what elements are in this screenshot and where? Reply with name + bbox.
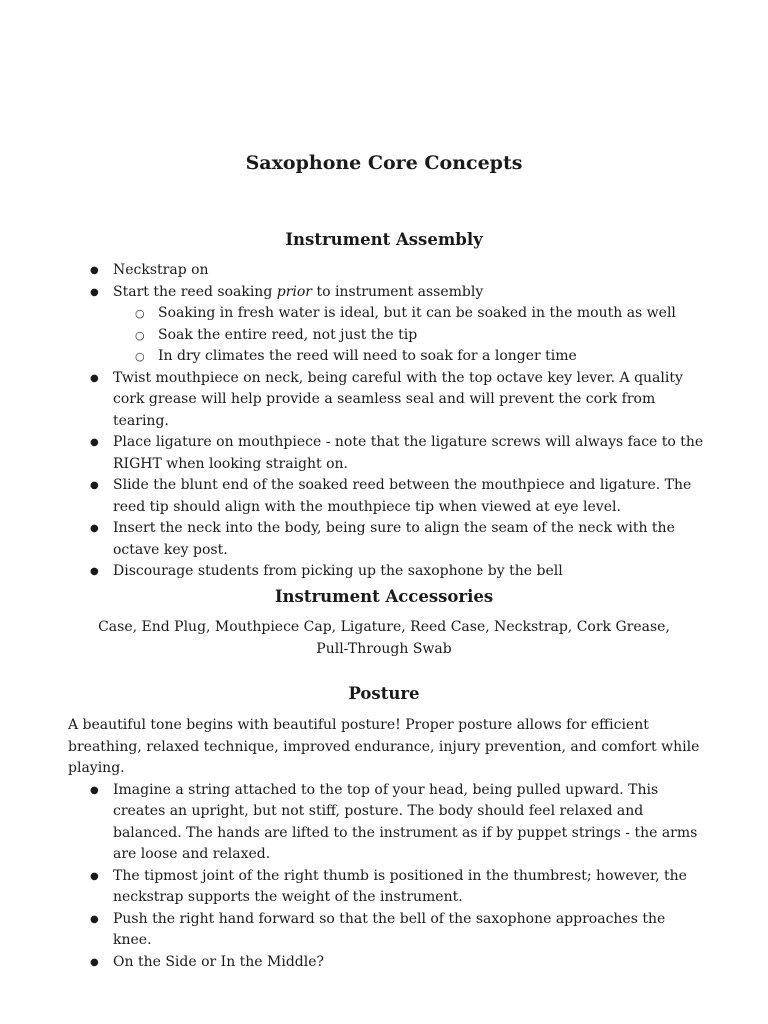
assembly-heading: Instrument Assembly [285, 230, 483, 249]
accessories-line: Case, End Plug, Mouthpiece Cap, Ligature, Reed Case, Neckstrap, Cork Grease, [98, 619, 670, 635]
list-item-text: Insert the neck into the body, being sure to align the seam of the neck with the octave key post. [113, 520, 675, 558]
sub-list-item: ○ Soak the entire reed, not just the tip [113, 325, 708, 347]
list-item: ● Imagine a string attached to the top of your head, being pulled upward. This creates an upright, but not stiff, posture. The body should feel relaxed and balanced. The hands are lifted to the instrument as if by puppet strings - the arms are loose and relaxed. [68, 780, 708, 866]
sub-list-item: ○ In dry climates the reed will need to soak for a longer time [113, 346, 708, 368]
assembly-list-container [68, 260, 708, 583]
list-item [68, 518, 708, 561]
posture-heading: Posture [348, 684, 420, 703]
assembly-list [68, 260, 708, 583]
posture-list [68, 780, 708, 974]
list-item-text: Slide the blunt end of the soaked reed between the mouthpiece and ligature. The reed tip should align with the mouthpiece tip when viewed at eye level. [113, 477, 692, 515]
accessories-line: Pull-Through Swab [316, 640, 452, 657]
list-item [68, 432, 708, 475]
list-item-text: Neckstrap on [113, 262, 209, 278]
list-item [68, 368, 708, 433]
sub-list-item: ○ Soaking in fresh water is ideal, but it can be soaked in the mouth as well [113, 303, 708, 325]
emphasis-text: prior [276, 283, 312, 300]
accessories-heading: Instrument Accessories [274, 587, 494, 606]
list-item-text: Twist mouthpiece on neck, being careful with the top octave key lever. A quality cork grease will help provide a seamless seal and will prevent the cork from tearing. [113, 369, 683, 429]
list-item [68, 282, 708, 368]
list-item [68, 260, 708, 282]
posture-container [68, 715, 708, 973]
list-item [68, 475, 708, 518]
posture-intro: A beautiful tone begins with beautiful posture! Proper posture allows for efficient breathing, relaxed technique, improved endurance, injury prevention, and comfort while playing. [68, 717, 700, 776]
list-item [68, 561, 708, 583]
list-item-text: Place ligature on mouthpiece - note that the ligature screws will always face to the RIGHT when looking straight on. [113, 434, 704, 472]
document-title: Saxophone Core Concepts [245, 152, 523, 174]
list-item-text: Discourage students from picking up the saxophone by the bell [113, 563, 563, 579]
list-item-text: to instrument assembly [312, 283, 484, 300]
list-item: ● The tipmost joint of the right thumb is positioned in the thumbrest; however, the neckstrap supports the weight of the instrument. [68, 866, 708, 909]
list-item: ● On the Side or In the Middle? [68, 952, 708, 974]
list-item: ● Push the right hand forward so that the bell of the saxophone approaches the knee. [68, 909, 708, 952]
list-item-text: Start the reed soaking [113, 283, 277, 300]
accessories-text [40, 617, 728, 660]
reed-soaking-sublist [113, 303, 708, 368]
